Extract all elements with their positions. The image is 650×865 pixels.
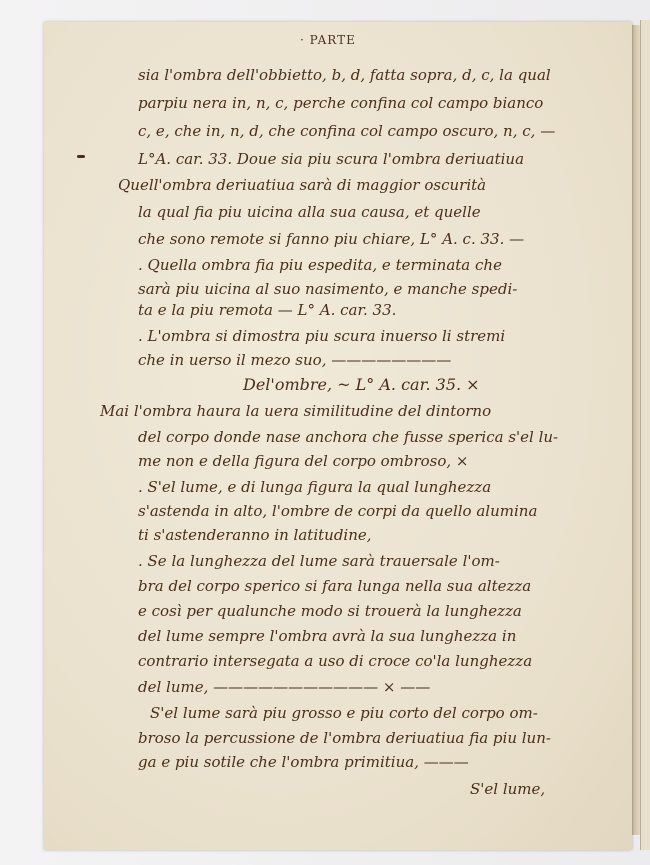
text-line: Quell'ombra deriuatiua sarà di maggior oscurità (118, 176, 487, 194)
catchword: S'el lume, (470, 780, 546, 798)
text-line: s'astenda in alto, l'ombre de corpi da quello alumina (138, 502, 538, 520)
text-line: sarà piu uicina al suo nasimento, e manche spedi- (138, 280, 518, 298)
text-line: . Se la lunghezza del lume sarà trauersale l'om- (138, 552, 500, 570)
text-line: L°A. car. 33. Doue sia piu scura l'ombra deriuatiua (138, 150, 525, 168)
text-line: ti s'astenderanno in latitudine, (138, 526, 372, 544)
text-line: parpiu nera in, n, c, perche confina col campo bianco (138, 94, 544, 112)
text-line: . Quella ombra fia piu espedita, e terminata che (138, 256, 502, 274)
text-line: e così per qualunche modo si trouerà la lunghezza (138, 602, 522, 620)
text-line: sia l'ombra dell'obbietto, b, d, fatta sopra, d, c, la qual (138, 66, 551, 84)
text-line: che sono remote si fanno piu chiare, L° A. c. 33. — (138, 230, 525, 248)
text-line: Mai l'ombra haura la uera similitudine del dintorno (100, 402, 492, 420)
text-line: ga e piu sotile che l'ombra primitiua, ——— (138, 753, 469, 771)
text-line: ta e la piu remota — L° A. car. 33. (138, 301, 397, 319)
text-line: contrario intersegata a uso di croce co'la lunghezza (138, 652, 533, 670)
text-line: me non e della figura del corpo ombroso, × (138, 452, 469, 470)
section-heading: Del'ombre, ~ L° A. car. 35. × (243, 375, 480, 394)
text-line: del corpo donde nase anchora che fusse sperica s'el lu- (138, 428, 559, 446)
text-line: che in uerso il mezo suo, ———————— (138, 351, 452, 369)
text-line: bra del corpo sperico si fara lunga nella sua altezza (138, 577, 532, 595)
text-line: la qual fia piu uicina alla sua causa, et quelle (138, 203, 481, 221)
text-line: . L'ombra si dimostra piu scura inuerso li stremi (138, 327, 506, 345)
facing-page-edge (640, 20, 650, 850)
text-line: S'el lume sarà piu grosso e piu corto del corpo om- (150, 704, 538, 722)
text-line: c, e, che in, n, d, che confina col campo oscuro, n, c, — (138, 122, 556, 140)
margin-mark (77, 155, 85, 158)
text-line: del lume sempre l'ombra avrà la sua lunghezza in (138, 627, 517, 645)
text-line: broso la percussione de l'ombra deriuatiua fia piu lun- (138, 729, 551, 747)
running-header: · PARTE (300, 33, 356, 47)
text-line: del lume, ——————————— × —— (138, 678, 431, 696)
text-line: . S'el lume, e di lunga figura la qual lunghezza (138, 478, 492, 496)
